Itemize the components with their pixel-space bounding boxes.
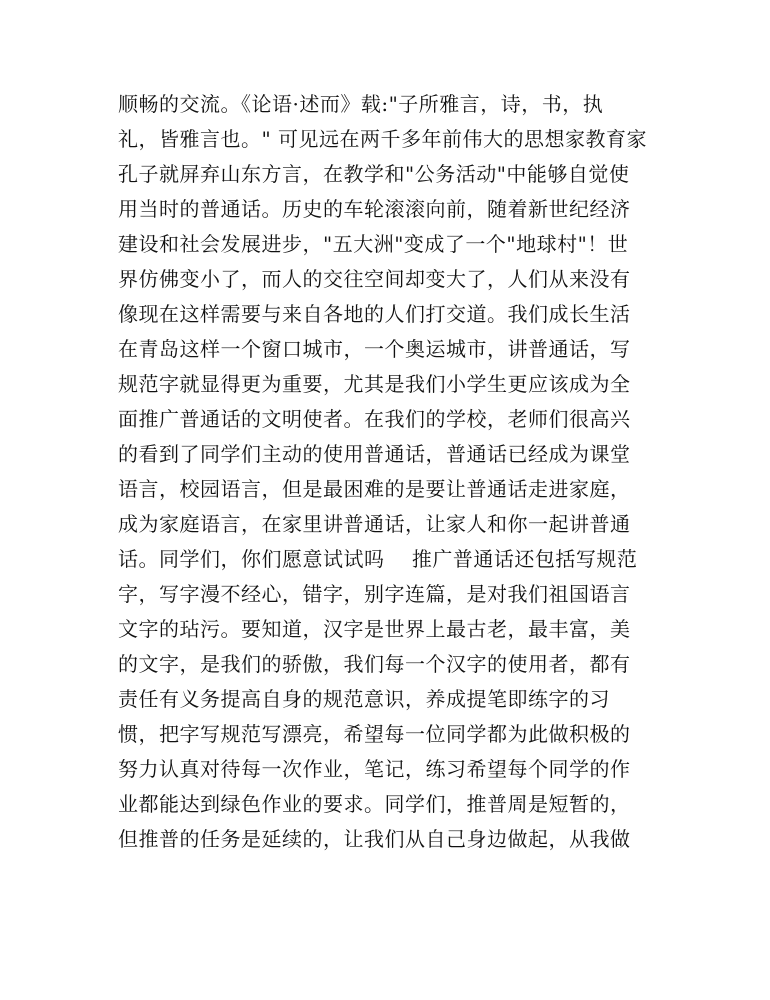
text-line: 用当时的普通话。历史的车轮滚滚向前，随着新世纪经济 bbox=[118, 197, 631, 221]
text-line: 在青岛这样一个窗口城市，一个奥运城市，讲普通话，写 bbox=[118, 337, 631, 361]
text-line: 字，写字漫不经心，错字，别字连篇，是对我们祖国语言 bbox=[118, 582, 631, 606]
text-line: 的文字，是我们的骄傲，我们每一个汉字的使用者，都有 bbox=[118, 652, 631, 676]
text-line: 话。同学们，你们愿意试试吗 推广普通话还包括写规范 bbox=[118, 547, 638, 571]
text-line: 顺畅的交流。《论语·述而》载:"子所雅言，诗，书，执 bbox=[118, 92, 604, 116]
text-line: 界仿佛变小了，而人的交往空间却变大了，人们从来没有 bbox=[118, 267, 631, 291]
text-line: 建设和社会发展进步，"五大洲"变成了一个"地球村"！世 bbox=[118, 232, 629, 256]
text-line: 责任有义务提高自身的规范意识，养成提笔即练字的习 bbox=[118, 687, 610, 711]
text-line: 但推普的任务是延续的，让我们从自己身边做起，从我做 bbox=[118, 827, 631, 851]
text-line: 语言，校园语言，但是最困难的是要让普通话走进家庭， bbox=[118, 477, 631, 501]
text-line: 礼，皆雅言也。" 可见远在两千多年前伟大的思想家教育家 bbox=[118, 127, 648, 151]
text-line: 像现在这样需要与来自各地的人们打交道。我们成长生活 bbox=[118, 302, 631, 326]
text-line: 惯，把字写规范写漂亮，希望每一位同学都为此做积极的 bbox=[118, 722, 631, 746]
text-line: 文字的玷污。要知道，汉字是世界上最古老，最丰富，美 bbox=[118, 617, 631, 641]
text-line: 努力认真对待每一次作业，笔记，练习希望每个同学的作 bbox=[118, 757, 631, 781]
text-line: 成为家庭语言，在家里讲普通话，让家人和你一起讲普通 bbox=[118, 512, 631, 536]
text-line: 业都能达到绿色作业的要求。同学们，推普周是短暂的， bbox=[118, 792, 631, 816]
body-text bbox=[118, 87, 658, 857]
text-line: 规范字就显得更为重要，尤其是我们小学生更应该成为全 bbox=[118, 372, 631, 396]
text-line: 面推广普通话的文明使者。在我们的学校，老师们很高兴 bbox=[118, 407, 631, 431]
text-line: 孔子就屏弃山东方言，在教学和"公务活动"中能够自觉使 bbox=[118, 162, 630, 186]
text-line: 的看到了同学们主动的使用普通话，普通话已经成为课堂 bbox=[118, 442, 631, 466]
